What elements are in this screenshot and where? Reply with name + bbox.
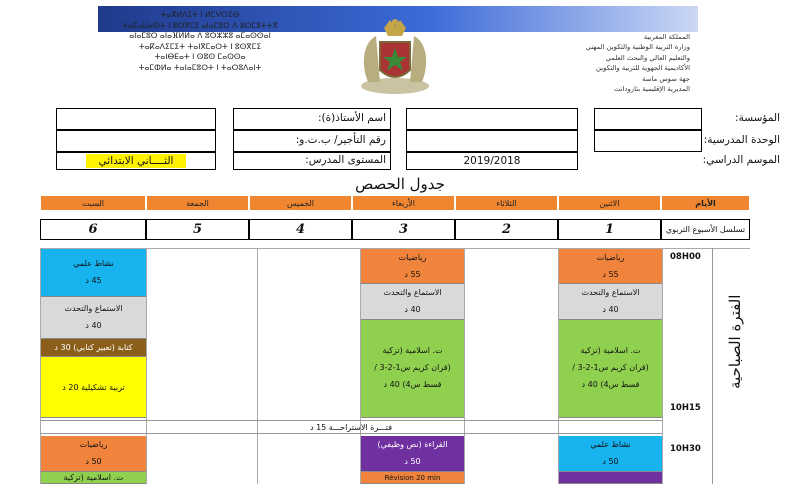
session-block: [361, 436, 464, 472]
coat-of-arms-icon: [350, 12, 440, 98]
day-friday: الجمعة: [146, 195, 249, 211]
days-header-label: الأيام: [661, 195, 750, 211]
session-block: [559, 320, 662, 418]
session-block: [41, 357, 146, 418]
session-block: [559, 284, 662, 320]
institution-label: المؤسسة:: [735, 112, 780, 124]
session-duration: 55 د: [404, 270, 421, 279]
session-block: [361, 284, 464, 320]
session-detail: (قران كريم س1-2-3 /: [374, 363, 451, 372]
day-saturday: السبت: [40, 195, 146, 211]
rank-label: رقم التأجير/ ب.ت.و:: [295, 134, 386, 146]
session-block: [361, 320, 464, 418]
session-subject: ت. اسلامية (تزكية: [382, 346, 443, 355]
session-subject: رياضيات: [79, 440, 108, 449]
day-thursday: الخميس: [249, 195, 352, 211]
session-subject: كتابة (تعبير كتابي) 30 د: [54, 343, 133, 352]
session-block: [361, 472, 464, 484]
school-unit-label: الوحدة المدرسية:: [703, 134, 780, 146]
session-subject: نشاط علمي: [590, 440, 631, 449]
session-block: [361, 249, 464, 284]
session-duration: 55 د: [602, 270, 619, 279]
session-subject: الاستماع والتحدث: [64, 304, 123, 313]
teacher-name-label: اسم الأستاذ(ة):: [317, 112, 386, 124]
tifinagh-line: ⵜⴰⵎⵀⵍⴰ ⵜⴰⵏⴰⵎⵓⵔⵜ ⵏ ⵜⴰⵔⵓⴷⴰⵏⵜ: [138, 62, 262, 72]
school-year-value: 2019/2018: [406, 152, 578, 170]
session-detail: قسط س4) 40 د: [581, 380, 640, 389]
time-end: 10H15: [670, 403, 701, 413]
session-duration: 40 د: [85, 321, 102, 330]
period-label: الفترة الصباحية: [726, 294, 744, 389]
week-number: 6: [40, 219, 146, 240]
break-row: فتـــرة الاستراحـــة 15 د: [40, 420, 662, 434]
session-block: [559, 436, 662, 472]
session-block: [41, 249, 146, 297]
day-monday: الاثنين: [558, 195, 661, 211]
tifinagh-line: ⵜⴰⴽⴰⴷⵉⵎⵉⵜ ⵜⴰⵏⴳⵎⴰⵔⵜ ⵏ ⵓⵙⴳⵎⵉ: [138, 41, 262, 51]
arabic-header-line: المملكة المغربية: [643, 33, 690, 41]
session-subject: ت. اسلامية (تزكية: [63, 473, 124, 482]
info-cell: [406, 130, 578, 152]
week-number: 2: [455, 219, 558, 240]
session-duration: 40 د: [404, 305, 421, 314]
session-block: [559, 472, 662, 484]
session-block: [41, 297, 146, 339]
session-block: [559, 249, 662, 284]
week-number: 5: [146, 219, 249, 240]
session-block: [41, 436, 146, 472]
session-subject: ت. اسلامية (تزكية: [580, 346, 641, 355]
day-wednesday: الأربعاء: [352, 195, 455, 211]
week-number: 1: [558, 219, 661, 240]
session-subject: تربية تشكيلية 20 د: [62, 383, 125, 392]
page-title: جدول الحصص: [355, 175, 445, 193]
week-number: 3: [352, 219, 455, 240]
info-cell: [56, 130, 216, 152]
time-start: 08H00: [670, 252, 701, 262]
tifinagh-header: [105, 10, 295, 74]
day-tuesday: الثلاثاء: [455, 195, 558, 211]
session-duration: 40 د: [602, 305, 619, 314]
grid-line: [662, 248, 663, 484]
session-subject: الاستماع والتحدث: [383, 288, 442, 297]
grid-line: [464, 248, 465, 484]
tifinagh-line: ⵜⴰⴳⵍⴷⵉⵜ ⵏ ⵍⵎⵖⵔⵉⴱ: [160, 10, 240, 19]
session-block: [41, 339, 146, 357]
arabic-header-line: وزارة التربية الوطنية والتكوين المهني: [585, 43, 690, 52]
grid-line: [257, 248, 258, 484]
session-subject: الاستماع والتحدث: [581, 288, 640, 297]
time-after-break: 10H30: [670, 444, 701, 454]
arabic-header-line: الأكاديمية الجهوية للتربية والتكوين: [596, 64, 690, 73]
session-detail: قسط س4) 40 د: [383, 380, 442, 389]
tifinagh-line: ⴰⵏⴰⵎⵓⵔ ⴰⵏⴰⴼⵍⵍⴰ ⴷ ⵓⵔⵣⵣⵓ ⴰⵎⴰⵙⵙⴰⵏ: [129, 31, 271, 41]
session-duration: 50 د: [602, 457, 619, 466]
school-unit-value-cell: [594, 130, 702, 152]
session-subject: القراءة (نص وظيفي): [377, 440, 448, 449]
session-subject: نشاط علمي: [73, 259, 114, 268]
grid-line: [146, 248, 147, 484]
session-duration: 45 د: [85, 276, 102, 285]
session-detail: (قران كريم س1-2-3 /: [572, 363, 649, 372]
level-label: المستوى المدرس:: [305, 154, 386, 166]
info-cell: [406, 108, 578, 130]
institution-value-cell: [594, 108, 702, 130]
arabic-header-line: جهة سوس ماسة: [642, 74, 690, 83]
session-duration: 50 د: [85, 457, 102, 466]
session-subject: رياضيات: [398, 253, 427, 262]
tifinagh-line: ⵜⴰⵎⴰⵡⴰⵙⵜ ⵏ ⵓⵙⴳⵎⵉ ⴰⵏⴰⵎⵓⵔ ⴷ ⵓⵙⵎⵓⵜⵜⴳ: [122, 20, 278, 30]
info-cell: [56, 108, 216, 130]
session-block: [41, 472, 146, 484]
week-number: 4: [249, 219, 352, 240]
arabic-header-line: المديرية الإقليمية بتارودانت: [614, 85, 690, 94]
session-duration: 50 د: [404, 457, 421, 466]
arabic-header-line: والتعليم العالي والبحث العلمي: [605, 53, 690, 62]
school-year-label: الموسم الدراسي:: [702, 154, 780, 166]
level-value: الثــــاني الابتدائي: [86, 154, 186, 168]
session-subject: Révision 20 min: [384, 474, 441, 482]
arabic-header: [560, 32, 690, 94]
week-sequence-label: تسلسل الأسبوع التربوي: [661, 219, 750, 240]
session-subject: رياضيات: [596, 253, 625, 262]
tifinagh-line: ⵜⴰⵏⴱⴹⴰⵜ ⵏ ⵙⵓⵙ ⵎⴰⵙⵙⴰ: [154, 52, 246, 62]
